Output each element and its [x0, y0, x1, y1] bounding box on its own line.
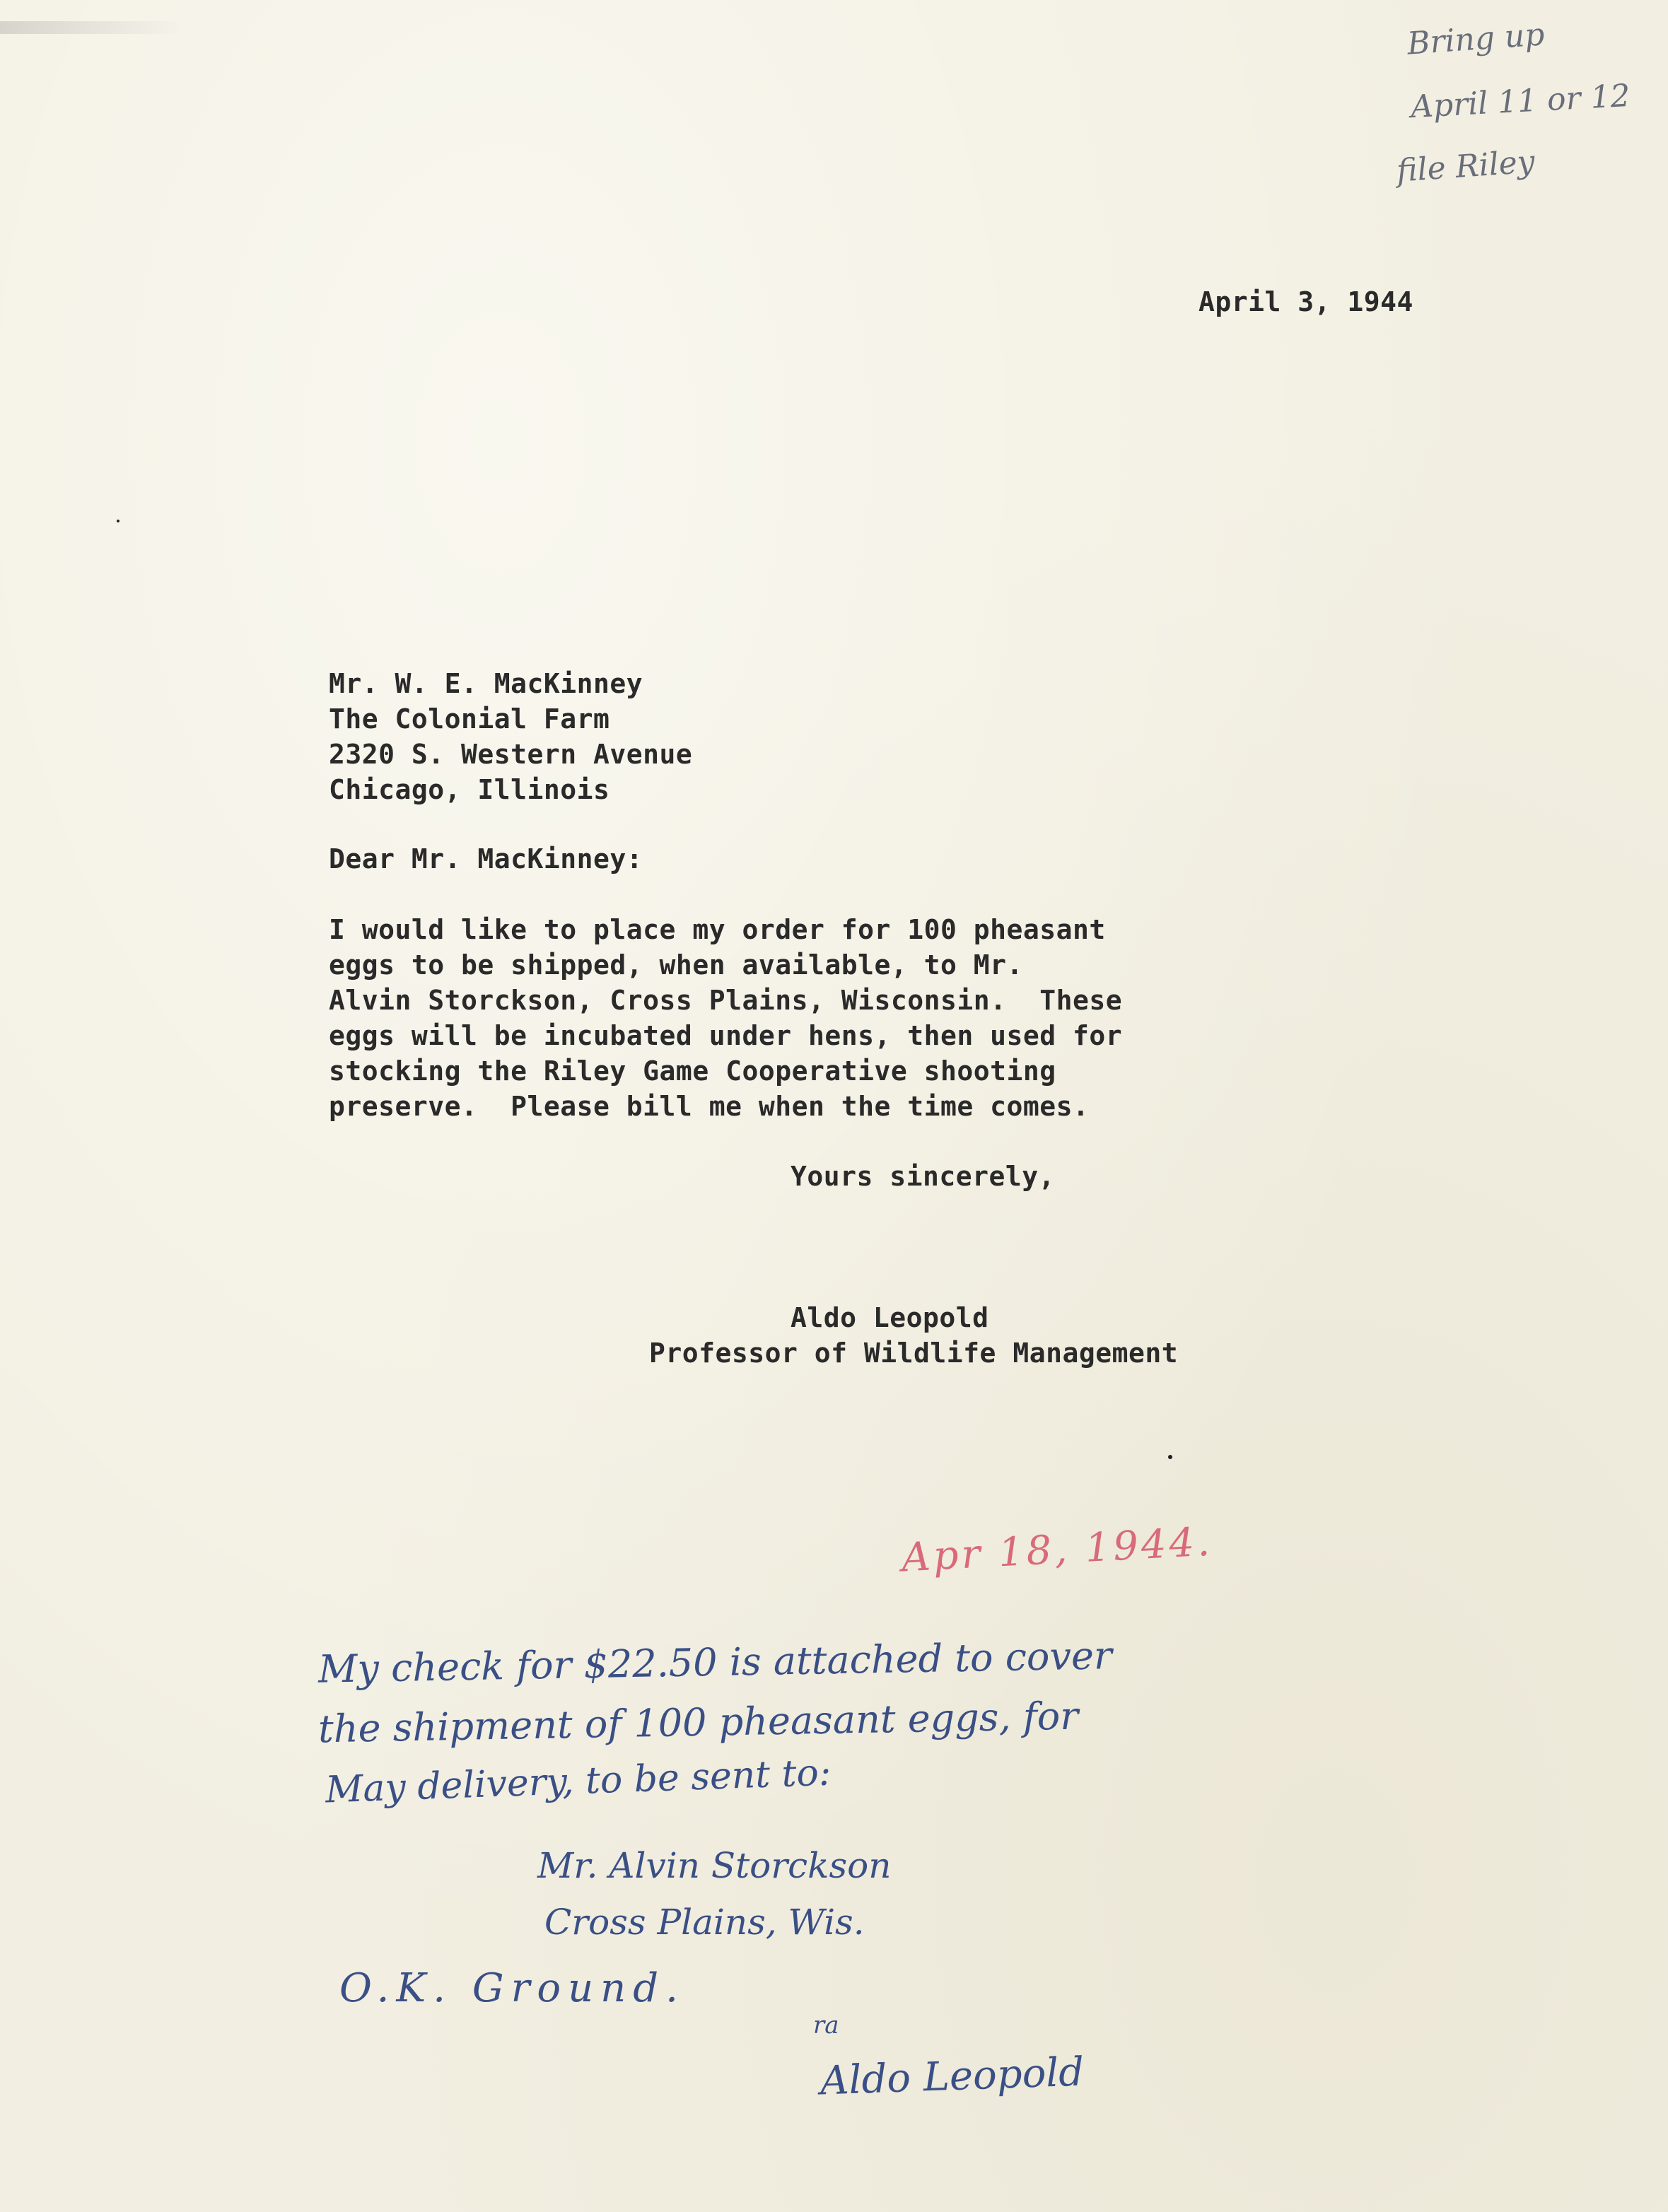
handwritten-signature: Aldo Leopold	[819, 2049, 1085, 2105]
pencil-note-line2: April 11 or 12	[1409, 77, 1631, 126]
recipient-company: The Colonial Farm	[329, 703, 610, 735]
signature-title: Professor of Wildlife Management	[649, 1338, 1179, 1369]
body-line-6: preserve. Please bill me when the time comes.	[329, 1091, 1090, 1122]
red-date-stamp: Apr 18, 1944.	[900, 1518, 1214, 1581]
body-line-2: eggs to be shipped, when available, to Mr.	[329, 949, 1023, 981]
ink-dot	[1168, 1455, 1172, 1459]
pencil-note-line1: Bring up	[1406, 16, 1546, 62]
body-line-4: eggs will be incubated under hens, then used for	[329, 1020, 1123, 1051]
handwritten-address-line-2: Cross Plains, Wis.	[544, 1902, 865, 1943]
handwritten-initials: ra	[813, 2011, 839, 2040]
closing: Yours sincerely,	[791, 1161, 1056, 1192]
body-line-1: I would like to place my order for 100 pheasant	[329, 914, 1106, 945]
pencil-note-line3: file Riley	[1395, 144, 1536, 189]
recipient-city: Chicago, Illinois	[329, 774, 610, 805]
handwritten-line-3: May delivery, to be sent to:	[325, 1751, 832, 1812]
recipient-name: Mr. W. E. MacKinney	[329, 668, 643, 699]
handwritten-line-1: My check for $22.50 is attached to cover	[317, 1633, 1113, 1692]
salutation: Dear Mr. MacKinney:	[329, 843, 643, 874]
recipient-street: 2320 S. Western Avenue	[329, 739, 693, 770]
handwritten-ok-note: O.K. Ground.	[339, 1965, 685, 2011]
body-line-3: Alvin Storckson, Cross Plains, Wisconsin. These	[329, 985, 1123, 1016]
signature-name: Aldo Leopold	[791, 1302, 989, 1333]
body-line-5: stocking the Riley Game Cooperative shooting	[329, 1055, 1056, 1087]
letter-date: April 3, 1944	[1198, 286, 1413, 317]
handwritten-address-line-1: Mr. Alvin Storckson	[537, 1845, 892, 1886]
ink-dot	[117, 520, 119, 522]
handwritten-line-2: the shipment of 100 pheasant eggs, for	[317, 1693, 1079, 1752]
corner-smudge	[0, 21, 184, 34]
